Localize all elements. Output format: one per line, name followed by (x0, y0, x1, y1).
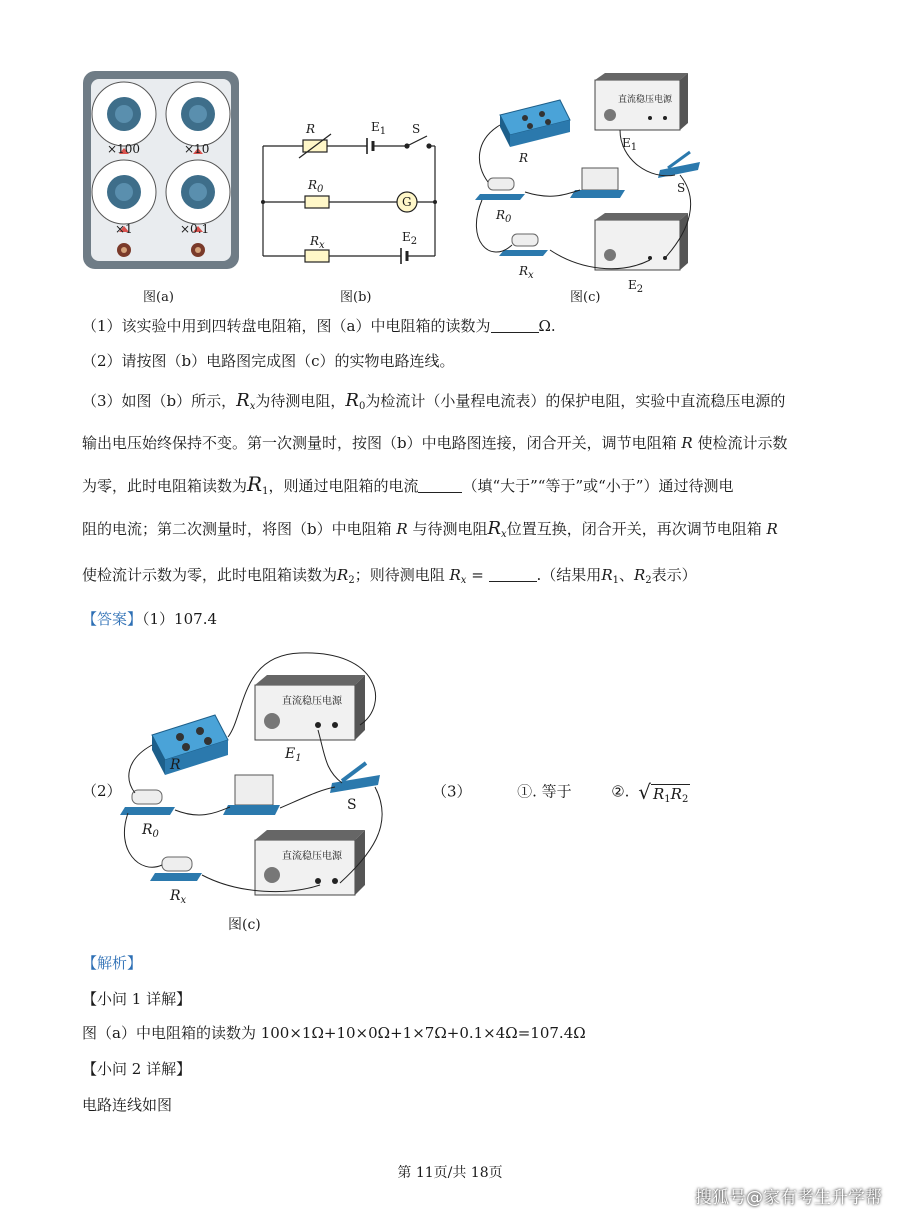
analysis-section-2-heading: 【小问 2 详解】 (82, 1060, 192, 1078)
figure-a-resistance-box (82, 70, 240, 270)
b-label-E2: $E_2$ (402, 230, 418, 247)
large-galvanometer-icon (223, 775, 280, 815)
b-label-E1: $E_1$ (371, 120, 387, 137)
caption-figure-c-small: 图(c) (570, 290, 601, 305)
analysis-section-1-heading: 【小问 1 详解】 (82, 990, 192, 1008)
q3-blank-1 (418, 478, 462, 493)
dial-label-x1: ×1 (115, 222, 133, 236)
c-small-label-E2: $E_2$ (628, 278, 644, 295)
sqrt-expression: √ $R_1R_2$ (638, 780, 689, 805)
q3-blank-2 (489, 567, 537, 582)
large-power-supply-e1-icon (255, 675, 365, 740)
c-large-psu-title-2: 直流稳压电源 (282, 851, 342, 862)
c-small-label-R0: $R_0$ (496, 208, 512, 225)
question-3-line-2: 输出电压始终保持不变。第一次测量时，按图（b）中电路图连接，闭合开关，调节电阻箱 R 使检流计示数 (82, 434, 788, 452)
question-3-line-4: 阻的电流；第二次测量时，将图（b）中电阻箱 R 与待测电阻$R_x$位置互换，闭合开关，再次调节电阻箱 R (82, 518, 778, 540)
caption-figure-a: 图(a) (143, 290, 174, 305)
watermark: 搜狐号@家有考生升学帮 (695, 1188, 882, 1208)
switch-icon (658, 152, 700, 178)
analysis-section-1-text: 图（a）中电阻箱的读数为 100×1Ω+10×0Ω+1×7Ω+0.1×4Ω=107.4Ω (82, 1024, 586, 1042)
c-large-psu-title-1: 直流稳压电源 (282, 696, 342, 707)
caption-figure-b: 图(b) (340, 290, 372, 305)
c-large-label-R: R (170, 757, 181, 773)
dial-label-x10: ×10 (184, 142, 210, 156)
galvanometer-icon (570, 168, 625, 198)
answer-tag: 【答案】 (82, 610, 143, 628)
analysis-section-2-text: 电路连线如图 (82, 1096, 173, 1114)
c-small-label-E1: $E_1$ (622, 136, 638, 153)
analysis-tag: 【解析】 (82, 954, 143, 972)
c-large-label-R0: $R_0$ (142, 822, 159, 840)
large-switch-icon (330, 763, 380, 793)
answer-3: （3） ①. 等于 ②. √ $R_1R_2$ (432, 780, 689, 805)
r0-resistor-icon (475, 178, 525, 200)
c-small-label-S: S (677, 181, 686, 195)
c-large-label-S: S (347, 797, 357, 813)
question-2: （2）请按图（b）电路图完成图（c）的实物电路连线。 (82, 352, 455, 370)
answer-1: （1）107.4 (142, 610, 218, 628)
rx-resistor-icon (499, 234, 548, 256)
power-supply-e2-icon (595, 213, 688, 270)
page-number: 第 11页/共 18页 (397, 1165, 503, 1181)
b-label-R0: $R_0$ (308, 178, 324, 195)
c-large-label-E1: $E_1$ (285, 746, 302, 764)
c-small-label-R: R (519, 151, 529, 165)
b-label-Rx: $R_x$ (310, 234, 325, 251)
c-large-label-Rx: $R_x$ (170, 888, 187, 906)
question-3-line-3: 为零，此时电阻箱读数为$R_1$，则通过电阻箱的电流 （填“大于”“等于”或“小于”）通过待测电 (82, 472, 734, 497)
c-small-label-Rx: $R_x$ (519, 264, 534, 281)
dial-label-x0-1: ×0.1 (180, 222, 210, 236)
q1-blank (491, 318, 539, 333)
answer-line (82, 608, 217, 629)
answer-2-label: （2） (82, 782, 122, 800)
large-rx-resistor-icon (150, 857, 202, 881)
question-3-line-5: 使检流计示数为零，此时电阻箱读数为$R_2$；则待测电阻 $R_x$ = .（结果用$R_1$、$R_2$表示） (82, 566, 697, 586)
dial-label-x100: ×100 (107, 142, 140, 156)
figure-c-apparatus-large (120, 645, 390, 910)
resistance-box-icon (500, 100, 570, 147)
caption-figure-c-large: 图(c) (228, 917, 261, 933)
large-resistance-box-icon (152, 715, 228, 775)
large-power-supply-e2-icon (255, 830, 365, 895)
question-1: （1）该实验中用到四转盘电阻箱，图（a）中电阻箱的读数为 Ω. (82, 317, 556, 335)
b-label-R: R (306, 122, 316, 136)
c-small-psu-title: 直流稳压电源 (618, 95, 673, 105)
b-label-S: S (412, 122, 421, 136)
b-label-G: G (402, 195, 412, 209)
large-r0-resistor-icon (120, 790, 175, 815)
question-3-line-1: （3）如图（b）所示，$R_x$为待测电阻，$R_0$为检流计（小量程电流表）的保护电阻，实验中直流稳压电源的 (82, 390, 786, 412)
